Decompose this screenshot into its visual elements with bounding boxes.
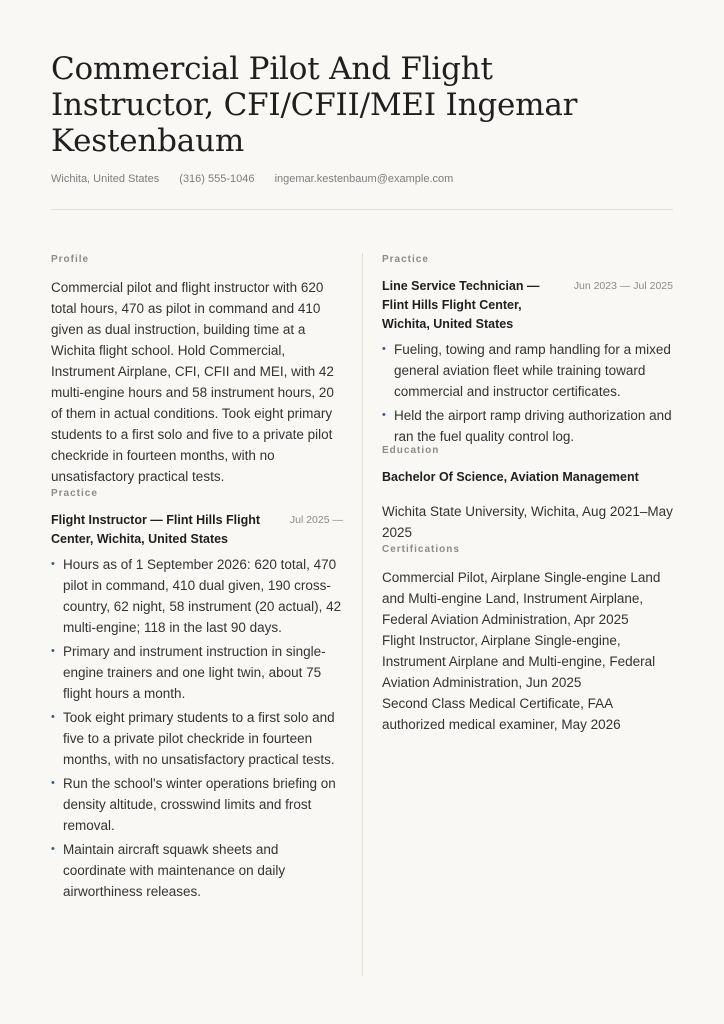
list-item: • Fueling, towing and ramp handling for a mixed general aviation fleet while training toward commercial and instructor certificates. [382, 339, 673, 402]
job-date: Jul 2025 — [289, 514, 343, 526]
right-column [382, 253, 673, 735]
column-divider [362, 253, 363, 976]
list-item: • Maintain aircraft squawk sheets and coordinate with maintenance on daily airworthiness releases. [51, 839, 343, 902]
section-label-certifications: Certifications [382, 544, 460, 555]
section-label-practice: Practice [382, 254, 429, 265]
section-label-practice: Practice [51, 488, 98, 499]
contact-email: ingemar.kestenbaum@example.com [274, 173, 454, 185]
job-bullets [51, 554, 343, 902]
job-bullets [382, 339, 673, 447]
job-title: Line Service Technician — Flint Hills Flight Center, Wichita, United States [382, 279, 540, 331]
section-label-education: Education [382, 445, 440, 456]
list-item: • Primary and instrument instruction in single-engine trainers and one light twin, about 75 flight hours a month. [51, 641, 343, 704]
list-item: • Held the airport ramp driving authorization and ran the fuel quality control log. [382, 405, 673, 447]
practice-section-left [51, 487, 343, 902]
contact-location: Wichita, United States [51, 173, 160, 185]
section-label-profile: Profile [51, 254, 90, 265]
header-divider [51, 209, 673, 210]
certification-item: Commercial Pilot, Airplane Single-engine Land and Multi-engine Land, Instrument Airplane, Federal Aviation Administration, Apr 2025 [382, 570, 661, 627]
resume-name: Commercial Pilot And Flight Instructor, CFI/CFII/MEI Ingemar Kestenbaum [51, 51, 578, 159]
job-title: Flight Instructor — Flint Hills Flight Center, Wichita, United States [51, 513, 261, 546]
list-item: • Run the school's winter operations briefing on density altitude, crosswind limits and frost removal. [51, 773, 343, 836]
profile-section [51, 253, 343, 487]
list-item: • Took eight primary students to a first solo and five to a private pilot checkride in fourteen months, with no unsatisfactory practical tests. [51, 707, 343, 770]
job-header [51, 511, 343, 549]
certifications-section [382, 543, 673, 735]
education-degree: Bachelor Of Science, Aviation Management [382, 470, 639, 484]
job-date: Jun 2023 — Jul 2025 [573, 280, 673, 292]
certification-item: Flight Instructor, Airplane Single-engine, Instrument Airplane and Multi-engine, Federal Aviation Administration, Jun 2025 [382, 633, 656, 690]
left-column [51, 253, 343, 905]
certifications-list [382, 567, 673, 735]
contact-line [51, 173, 470, 185]
education-section [382, 444, 673, 543]
job-header [382, 277, 673, 334]
list-item: • Hours as of 1 September 2026: 620 total, 470 pilot in command, 410 dual given, 190 cross-country, 62 night, 58 instrument (20 actual), 42 multi-engine; 118 in the last 90 days. [51, 554, 343, 638]
practice-section-right [382, 253, 673, 447]
resume-page [51, 0, 673, 1024]
education-school: Wichita State University, Wichita, Aug 2021–May 2025 [382, 504, 673, 540]
contact-phone: (316) 555-1046 [179, 173, 255, 185]
certification-item: Second Class Medical Certificate, FAA authorized medical examiner, May 2026 [382, 696, 621, 732]
profile-text: Commercial pilot and flight instructor with 620 total hours, 470 as pilot in command and 410 given as dual instruction, building time at a Wichita flight school. Hold Commercial, Instrument Airplane, CFI, CFII and MEI, with 42 multi-engine hours and 58 instrument hours, 20 of them in actual conditions. Took eight primary students to a first solo and five to a private pilot checkride in fourteen months, with no unsatisfactory practical tests. [51, 280, 334, 484]
